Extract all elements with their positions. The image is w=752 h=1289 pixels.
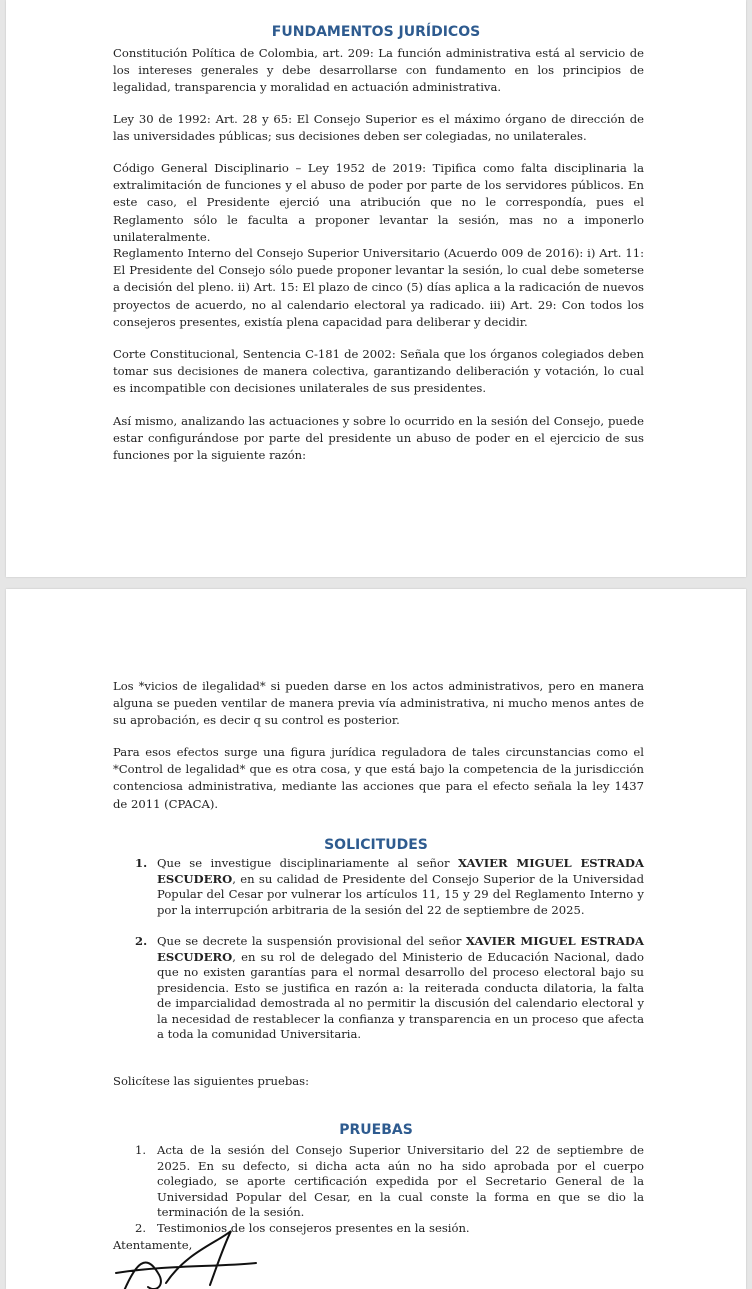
paragraph-codigo-disciplinario: Código General Disciplinario – Ley 1952 de 2019: Tipifica como falta disciplinaria la extralimitación de funciones y el abuso de poder por parte de los servidores públicos. En este caso, el Presidente ejerció una atribución que no le correspondía, pues el Reglamento sólo le faculta a proponer levantar la sesión, mas no a imponerlo unilateralmente. — [113, 161, 644, 244]
paragraph-reglamento-interno: Reglamento Interno del Consejo Superior Universitario (Acuerdo 009 de 2016): i) Art. 11: El Presidente del Consejo sólo puede proponer levantar la sesión, lo cual debe someterse a decisión del pleno. ii) Art. 15: El plazo de cinco (5) días aplica a la radicación de nuevos proyectos de acuerdo, no al calendario electoral ya radicado. iii) Art. 29: Con todos los consejeros presentes, existía plena capacidad para deliberar y decidir. — [113, 246, 644, 329]
solicitud-text-post: , en su rol de delegado del Ministerio de Educación Nacional, dado que no existen garantías para el normal desarrollo del proceso electoral bajo su presidencia. Esto se justifica en razón a: la reiterada conducta dilatoria, la falta de imparcialidad demostrada al no permitir la discusión del calendario electoral y la necesidad de restablecer la confianza y transparencia en un proceso que afecta a toda la comunidad Universitaria. — [157, 949, 644, 1041]
solicitud-text-pre: Que se decrete la suspensión provisional del señor — [157, 934, 466, 948]
solicitud-name-bold: XAVIER MIGUEL ESTRADA ESCUDERO — [157, 934, 644, 964]
list-number: 2. — [135, 934, 148, 948]
list-item — [113, 856, 644, 918]
solicitud-name-bold: XAVIER MIGUEL ESTRADA ESCUDERO — [157, 856, 644, 886]
fundamentos-heading: FUNDAMENTOS JURÍDICOS — [271, 24, 481, 40]
paragraph-constitucion: Constitución Política de Colombia, art. 209: La función administrativa está al servicio de los intereses generales y debe desarrollarse con fundamento en los principios de legalidad, transparencia y moralidad en actuación administrativa. — [113, 46, 644, 95]
document-page-1 — [6, 0, 746, 577]
document-page-2 — [6, 589, 746, 1289]
paragraph-vicios-ilegalidad: Los *vicios de ilegalidad* si pueden darse en los actos administrativos, pero en manera alguna se pueden ventilar de manera previa vía administrativa, ni mucho menos antes de su aprobación, es decir q su control es posterior. — [113, 679, 644, 728]
solicitud-text-pre: Que se investigue disciplinariamente al señor — [157, 856, 458, 870]
list-number: 1. — [135, 856, 148, 870]
prueba-text: Acta de la sesión del Consejo Superior Universitario del 22 de septiembre de 2025. En su defecto, si dicha acta aún no ha sido aprobada por el cuerpo colegiado, se aporte certificación expedida por el Secretario General de la Universidad Popular del Cesar, en la cual conste la forma en que se dio la terminación de la sesión. — [157, 1143, 644, 1219]
list-number: 1. — [135, 1143, 147, 1157]
paragraph-ley-30: Ley 30 de 1992: Art. 28 y 65: El Consejo Superior es el máximo órgano de dirección de las universidades públicas; sus decisiones deben ser colegiadas, no unilaterales. — [113, 112, 644, 144]
solicitud-text-post: , en su calidad de Presidente del Consejo Superior de la Universidad Popular del Cesar por vulnerar los artículos 11, 15 y 29 del Reglamento Interno y por la interrupción arbitraria de la sesión del 22 de septiembre de 2025. — [157, 871, 644, 917]
paragraph-control-legalidad: Para esos efectos surge una figura jurídica reguladora de tales circunstancias como el *Control de legalidad* que es otra cosa, y que está bajo la competencia de la jurisdicción contenciosa administrativa, mediante las acciones que para el efecto señala la ley 1437 de 2011 (CPACA). — [113, 745, 644, 811]
closing-text: Atentamente, — [113, 1238, 193, 1252]
prueba-text: Testimonios de los consejeros presentes en la sesión. — [157, 1220, 470, 1235]
solicitudes-heading: SOLICITUDES — [324, 837, 428, 853]
list-number: 2. — [135, 1220, 147, 1235]
handwritten-signature — [106, 1220, 266, 1289]
pruebas-heading: PRUEBAS — [339, 1122, 413, 1138]
solicitudes-list — [113, 856, 644, 1043]
pruebas-intro: Solicítese las siguientes pruebas: — [113, 1074, 310, 1088]
paragraph-abuso-de-poder: Así mismo, analizando las actuaciones y sobre lo ocurrido en la sesión del Consejo, puede estar configurándose por parte del presidente un abuso de poder en el ejercicio de sus funciones por la siguiente razón: — [113, 414, 644, 463]
list-item — [113, 1143, 644, 1221]
paragraph-corte-constitucional: Corte Constitucional, Sentencia C-181 de 2002: Señala que los órganos colegiados deben tomar sus decisiones de manera colectiva, garantizando deliberación y votación, lo cual es incompatible con decisiones unilaterales de sus presidentes. — [113, 347, 644, 396]
list-item — [113, 934, 644, 1043]
